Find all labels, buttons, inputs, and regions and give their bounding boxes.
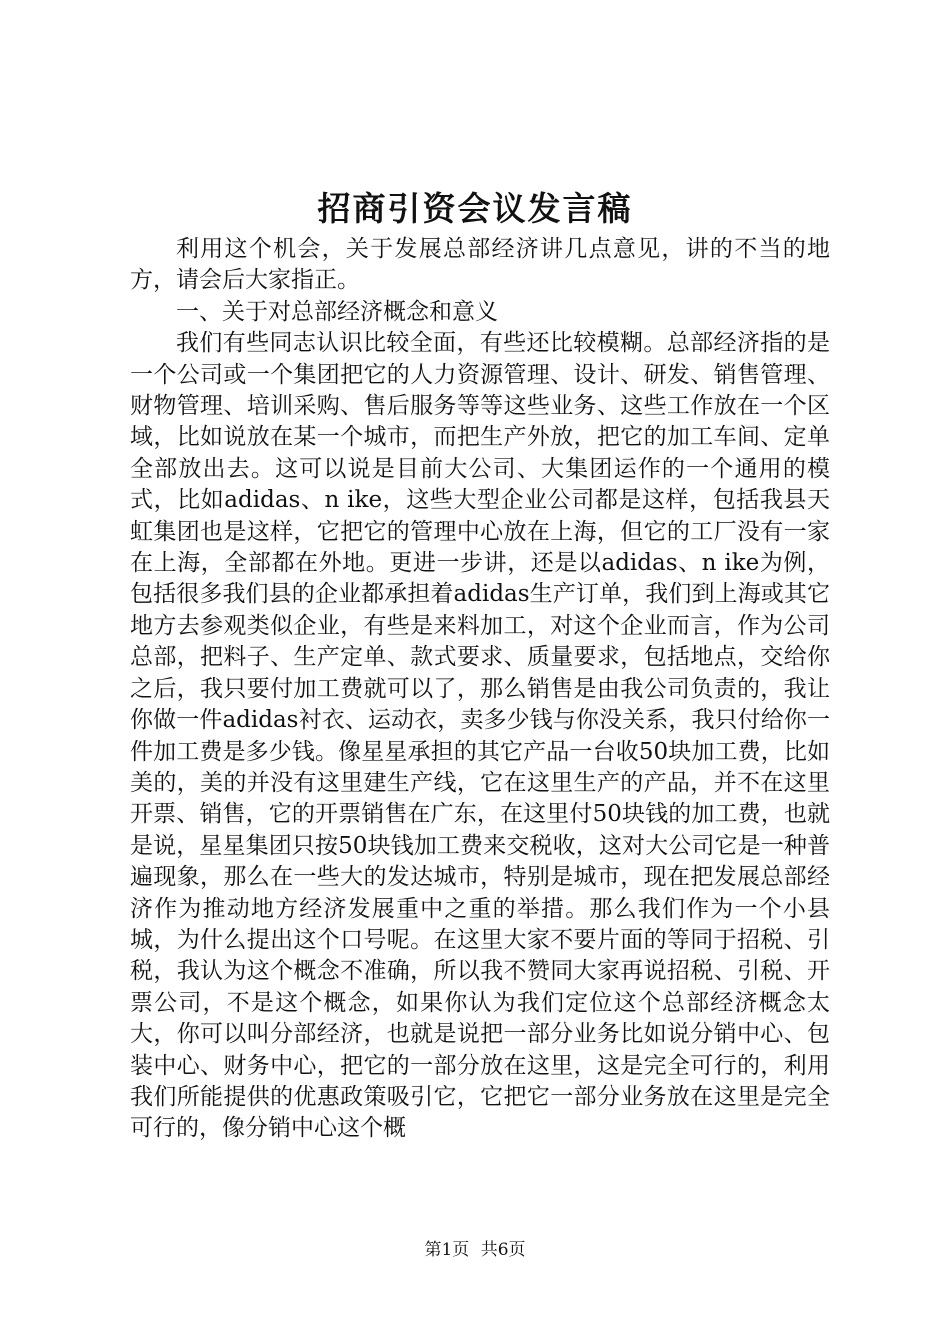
page-footer <box>0 1238 950 1262</box>
document-body <box>130 234 830 1145</box>
page-number: 第1页 <box>424 1240 470 1260</box>
paragraph-main: 我们有些同志认识比较全面，有些还比较模糊。总部经济指的是一个公司或一个集团把它的人力资源管理、设计、研发、销售管理、财物管理、培训采购、售后服务等等这些业务、这些工作放在一个区域，比如说放在某一个城市，而把生产外放，把它的加工车间、定单全部放出去。这可以说是目前大公司、大集团运作的一个通用的模式，比如adidas、n ike，这些大型企业公司都是这样，包括我县天虹集团也是这样，它把它的管理中心放在上海，但它的工厂没有一家在上海，全部都在外地。更进一步讲，还是以adidas、n ike为例，包括很多我们县的企业都承担着adidas生产订单，我们到上海或其它地方去参观类似企业，有些是来料加工，对这个企业而言，作为公司总部，把料子、生产定单、款式要求、质量要求，包括地点，交给你之后，我只要付加工费就可以了，那么销售是由我公司负责的，我让你做一件adidas衬衣、运动衣，卖多少钱与你没关系，我只付给你一件加工费是多少钱。像星星承担的其它产品一台收50块加工费，比如美的，美的并没有这里建生产线，它在这里生产的产品，并不在这里开票、销售，它的开票销售在广东，在这里付50块钱的加工费，也就是说，星星集团只按50块钱加工费来交税收，这对大公司它是一种普遍现象，那么在一些大的发达城市，特别是城市，现在把发展总部经济作为推动地方经济发展重中之重的举措。那么我们作为一个小县城，为什么提出这个口号呢。在这里大家不要片面的等同于招税、引税，我认为这个概念不准确，所以我不赞同大家再说招税、引税、开票公司，不是这个概念，如果你认为我们定位这个总部经济概念太大，你可以叫分部经济，也就是说把一部分业务比如说分销中心、包装中心、财务中心，把它的一部分放在这里，这是完全可行的，利用我们所能提供的优惠政策吸引它，它把它一部分业务放在这里是完全可行的，像分销中心这个概 <box>130 330 830 1142</box>
section-heading: 一、关于对总部经济概念和意义 <box>176 298 498 325</box>
paragraph-intro: 利用这个机会，关于发展总部经济讲几点意见，讲的不当的地方，请会后大家指正。 <box>130 236 830 294</box>
document-title: 招商引资会议发言稿 <box>317 189 633 228</box>
page-total: 共6页 <box>480 1240 526 1260</box>
